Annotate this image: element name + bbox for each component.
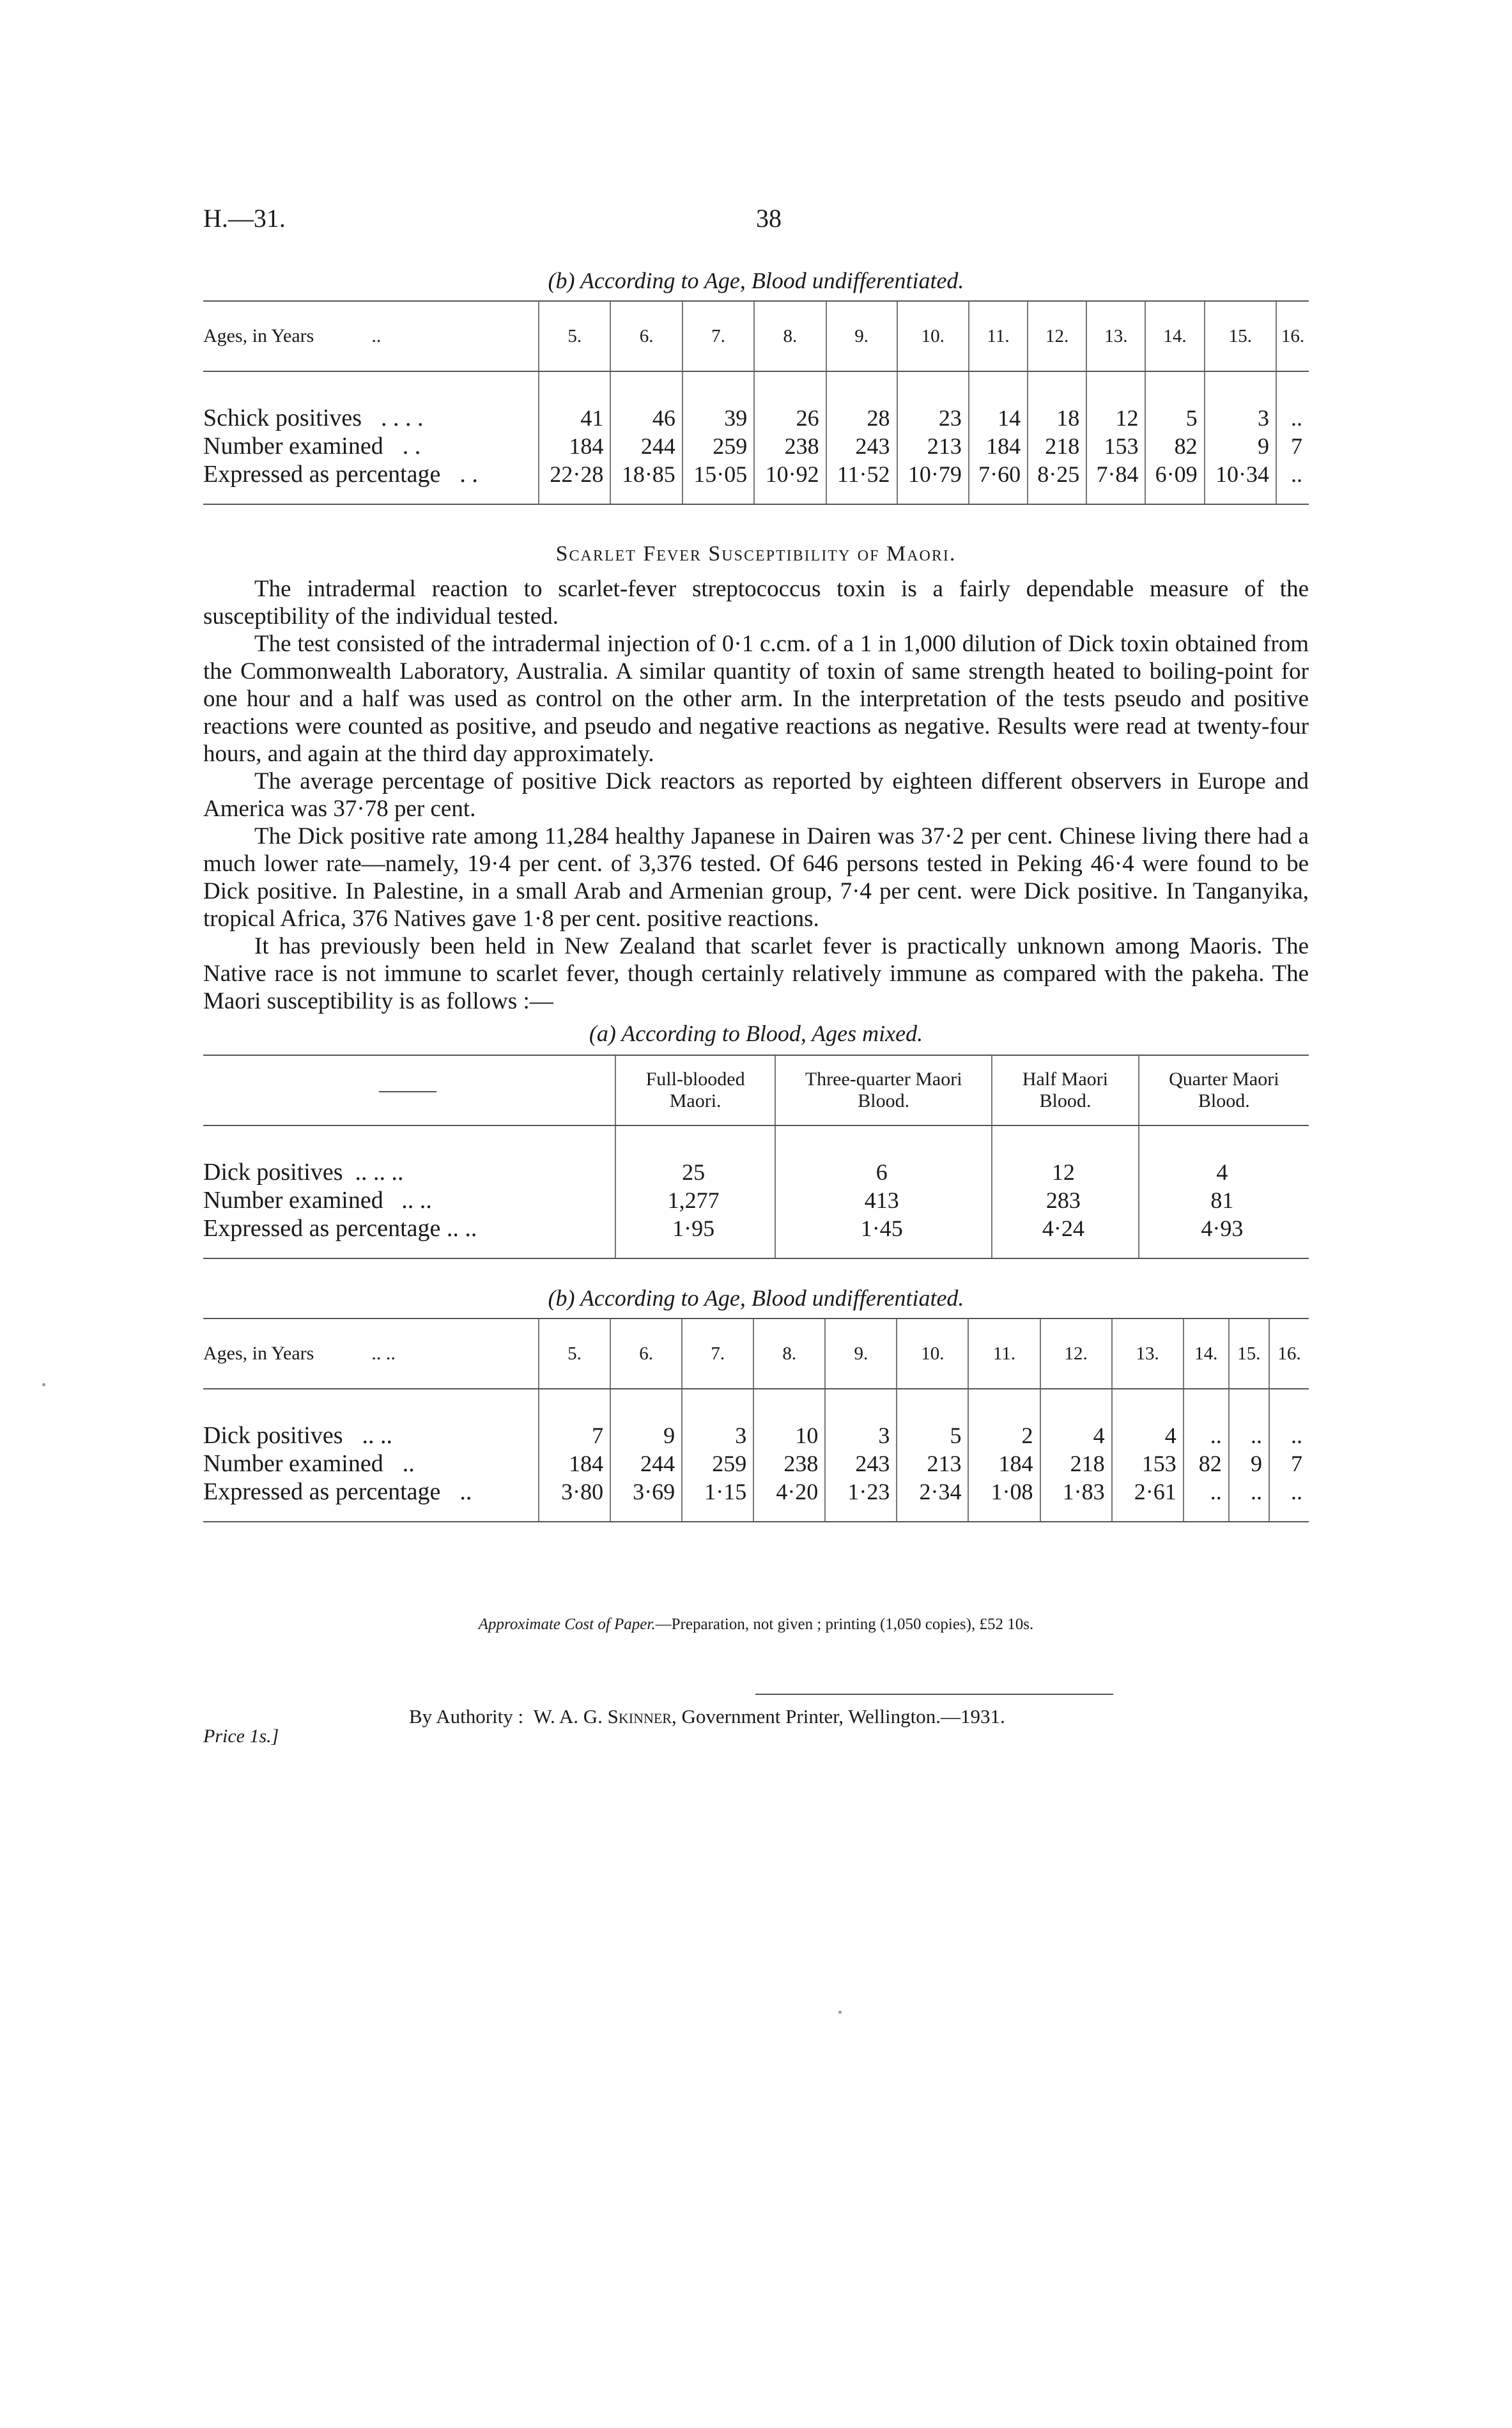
cell: 15·05 xyxy=(683,460,754,488)
cell: 10 xyxy=(753,1421,825,1450)
cell: 213 xyxy=(897,1450,968,1478)
cell: 4 xyxy=(1139,1158,1309,1186)
age-column-header: 15. xyxy=(1229,1318,1269,1389)
cell: 184 xyxy=(968,1450,1040,1478)
cell: 244 xyxy=(610,432,682,460)
row-label: Schick positives . . . . xyxy=(203,405,424,431)
cell: 1·08 xyxy=(968,1478,1040,1506)
cost-text: —Preparation, not given ; printing (1,050 copies), £52 10s. xyxy=(655,1616,1034,1633)
cell: 4·93 xyxy=(1139,1214,1309,1242)
row-label: Number examined . . xyxy=(203,433,421,460)
scan-speck xyxy=(42,1383,45,1386)
cell: 1·95 xyxy=(615,1214,775,1242)
row-label: Number examined .. .. xyxy=(203,1187,432,1214)
age-column-header: 11. xyxy=(969,301,1028,371)
row-label: Expressed as percentage . . xyxy=(203,461,478,488)
age-column-header: 6. xyxy=(610,1318,682,1389)
cell: .. xyxy=(1184,1421,1229,1450)
cell: .. xyxy=(1269,1421,1309,1450)
cell: 10·34 xyxy=(1205,460,1276,488)
cell: 7 xyxy=(1276,432,1309,460)
cell: 10·92 xyxy=(754,460,826,488)
cell: .. xyxy=(1229,1478,1269,1506)
age-column-header: 14. xyxy=(1184,1318,1229,1389)
cell: 153 xyxy=(1086,432,1145,460)
cell: .. xyxy=(1184,1478,1229,1506)
cell: 4·20 xyxy=(753,1478,825,1506)
cell: 1·45 xyxy=(775,1214,992,1242)
cell: 4 xyxy=(1040,1421,1112,1450)
age-column-header: 9. xyxy=(825,1318,897,1389)
cell: 4 xyxy=(1112,1421,1184,1450)
cell: 218 xyxy=(1028,432,1086,460)
divider xyxy=(755,1694,1113,1695)
cell: 10·79 xyxy=(897,460,969,488)
age-column-header: 12. xyxy=(1040,1318,1112,1389)
row-label: Expressed as percentage .. .. xyxy=(203,1215,477,1242)
dick-age-table-caption: (b) According to Age, Blood undifferentiated. xyxy=(548,1285,964,1311)
cell: 3 xyxy=(1205,404,1276,432)
cell: 22·28 xyxy=(539,460,610,488)
cell: 9 xyxy=(1205,432,1276,460)
cell: 14 xyxy=(969,404,1028,432)
cell: 25 xyxy=(615,1158,775,1186)
table-row xyxy=(203,404,1309,432)
header-label: Ages, in Years .. xyxy=(203,301,539,371)
age-column-header: 12. xyxy=(1028,301,1086,371)
cell: 259 xyxy=(682,1450,753,1478)
table-row xyxy=(203,1478,1309,1506)
table-row xyxy=(203,432,1309,460)
cell: 184 xyxy=(539,432,610,460)
row-label: Dick positives .. .. xyxy=(203,1422,392,1449)
cell: 1,277 xyxy=(615,1186,775,1214)
age-column-header: 13. xyxy=(1112,1318,1184,1389)
cell: 244 xyxy=(610,1450,682,1478)
cell: 243 xyxy=(825,1450,897,1478)
cell: 238 xyxy=(753,1450,825,1478)
cell: 39 xyxy=(683,404,754,432)
column-header: Three-quarter Maori Blood. xyxy=(775,1055,992,1125)
section-body xyxy=(203,575,1309,1015)
header-blank: ——— xyxy=(203,1055,615,1125)
table-header-row xyxy=(203,301,1309,371)
paragraph: The test consisted of the intradermal injection of 0·1 c.cm. of a 1 in 1,000 dilution of Dick toxin obtained from the Commonwealth Laboratory, Australia. A similar quantity of toxin of same strength heated to boiling-point for one hour and a half was used as control on the other arm. In the interpretation of the tests pseudo and positive reactions were counted as positive, and pseudo and negative reactions as negative. Results were read at twenty-four hours, and again at the third day approximately. xyxy=(203,631,1309,767)
cost-note xyxy=(0,1616,1512,1634)
cell: .. xyxy=(1269,1478,1309,1506)
age-column-header: 15. xyxy=(1205,301,1276,371)
age-column-header: 16. xyxy=(1269,1318,1309,1389)
cell: 213 xyxy=(897,432,969,460)
cell: 243 xyxy=(826,432,897,460)
cell: 283 xyxy=(992,1186,1139,1214)
cell: 28 xyxy=(826,404,897,432)
cell: 2·34 xyxy=(897,1478,968,1506)
cell: 9 xyxy=(610,1421,682,1450)
cell: 46 xyxy=(610,404,682,432)
cell: 3·80 xyxy=(539,1478,610,1506)
age-column-header: 11. xyxy=(968,1318,1040,1389)
cell: 11·52 xyxy=(826,460,897,488)
cell: 26 xyxy=(754,404,826,432)
cell: 1·23 xyxy=(825,1478,897,1506)
cell: 18 xyxy=(1028,404,1086,432)
printer-name: W. A. G. Skinner xyxy=(533,1705,672,1728)
cell: .. xyxy=(1276,460,1309,488)
cell: 12 xyxy=(992,1158,1139,1186)
cell: 82 xyxy=(1184,1450,1229,1478)
cell: 5 xyxy=(1145,404,1204,432)
table-header-row xyxy=(203,1318,1309,1389)
blood-table xyxy=(203,1055,1309,1259)
age-column-header: 7. xyxy=(683,301,754,371)
row-label: Number examined .. xyxy=(203,1450,415,1477)
age-column-header: 13. xyxy=(1086,301,1145,371)
cell: 3·69 xyxy=(610,1478,682,1506)
document-reference: H.—31. xyxy=(203,204,286,233)
cell: 2 xyxy=(968,1421,1040,1450)
age-column-header: 8. xyxy=(753,1318,825,1389)
paragraph: It has previously been held in New Zealand that scarlet fever is practically unknown among Maoris. The Native race is not immune to scarlet fever, though certainly relatively immune as compared with the pakeha. The Maori susceptibility is as follows :— xyxy=(203,933,1309,1014)
cost-label: Approximate Cost of Paper. xyxy=(478,1616,656,1633)
blood-table-caption: (a) According to Blood, Ages mixed. xyxy=(589,1021,923,1046)
cell: 7·60 xyxy=(969,460,1028,488)
cell: .. xyxy=(1229,1421,1269,1450)
row-label: Expressed as percentage .. xyxy=(203,1478,472,1505)
cell: 184 xyxy=(539,1450,610,1478)
cell: 413 xyxy=(775,1186,992,1214)
age-column-header: 14. xyxy=(1145,301,1204,371)
header-label: Ages, in Years .. .. xyxy=(203,1318,539,1389)
cell: 6·09 xyxy=(1145,460,1204,488)
cell: .. xyxy=(1276,404,1309,432)
cell: 184 xyxy=(969,432,1028,460)
table-row xyxy=(203,1421,1309,1450)
cell: 3 xyxy=(825,1421,897,1450)
cell: 153 xyxy=(1112,1450,1184,1478)
cell: 7 xyxy=(539,1421,610,1450)
cell: 7 xyxy=(1269,1450,1309,1478)
cell: 218 xyxy=(1040,1450,1112,1478)
column-header: Quarter Maori Blood. xyxy=(1139,1055,1309,1125)
table-header-row xyxy=(203,1055,1309,1125)
cell: 8·25 xyxy=(1028,460,1086,488)
table-row xyxy=(203,1450,1309,1478)
age-column-header: 5. xyxy=(539,301,610,371)
scan-speck xyxy=(838,2011,842,2014)
cell: 12 xyxy=(1086,404,1145,432)
cell: 9 xyxy=(1229,1450,1269,1478)
age-column-header: 9. xyxy=(826,301,897,371)
dick-age-table xyxy=(203,1318,1309,1522)
paragraph: The Dick positive rate among 11,284 healthy Japanese in Dairen was 37·2 per cent. Chinese living there had a much lower rate—namely, 19·4 per cent. of 3,376 tested. Of 646 persons tested in Peking 46·4 were found to be Dick positive. In Palestine, in a small Arab and Armenian group, 7·4 per cent. were Dick positive. In Tanganyika, tropical Africa, 376 Natives gave 1·8 per cent. positive reactions. xyxy=(203,823,1309,932)
age-column-header: 7. xyxy=(682,1318,753,1389)
cell: 2·61 xyxy=(1112,1478,1184,1506)
cell: 18·85 xyxy=(610,460,682,488)
table-row xyxy=(203,1158,1309,1186)
cell: 23 xyxy=(897,404,969,432)
age-column-header: 10. xyxy=(897,1318,968,1389)
price: Price 1s.] xyxy=(203,1726,279,1747)
cell: 41 xyxy=(539,404,610,432)
cell: 6 xyxy=(775,1158,992,1186)
age-column-header: 8. xyxy=(754,301,826,371)
paragraph: The average percentage of positive Dick reactors as reported by eighteen different observers in Europe and America was 37·78 per cent. xyxy=(203,768,1309,822)
table-row xyxy=(203,460,1309,488)
age-column-header: 5. xyxy=(539,1318,610,1389)
table-row xyxy=(203,1214,1309,1242)
age-column-header: 10. xyxy=(897,301,969,371)
cell: 7·84 xyxy=(1086,460,1145,488)
cell: 4·24 xyxy=(992,1214,1139,1242)
cell: 1·83 xyxy=(1040,1478,1112,1506)
cell: 3 xyxy=(682,1421,753,1450)
age-column-header: 16. xyxy=(1276,301,1309,371)
row-label: Dick positives .. .. .. xyxy=(203,1159,404,1186)
age-column-header: 6. xyxy=(610,301,682,371)
paragraph: The intradermal reaction to scarlet-fever streptococcus toxin is a fairly dependable measure of the susceptibility of the individual tested. xyxy=(203,576,1309,630)
cell: 81 xyxy=(1139,1186,1309,1214)
schick-age-table xyxy=(203,300,1309,505)
cell: 82 xyxy=(1145,432,1204,460)
section-title: Scarlet Fever Susceptibility of Maori. xyxy=(555,542,957,566)
cell: 5 xyxy=(897,1421,968,1450)
schick-table-caption: (b) According to Age, Blood undifferentiated. xyxy=(548,268,964,293)
table-row xyxy=(203,1186,1309,1214)
page-number: 38 xyxy=(756,204,782,233)
column-header: Half Maori Blood. xyxy=(992,1055,1139,1125)
authority-line: By Authority : W. A. G. Skinner, Government Printer, Wellington.—1931. xyxy=(409,1705,1005,1728)
column-header: Full-blooded Maori. xyxy=(615,1055,775,1125)
cell: 238 xyxy=(754,432,826,460)
cell: 1·15 xyxy=(682,1478,753,1506)
cell: 259 xyxy=(683,432,754,460)
